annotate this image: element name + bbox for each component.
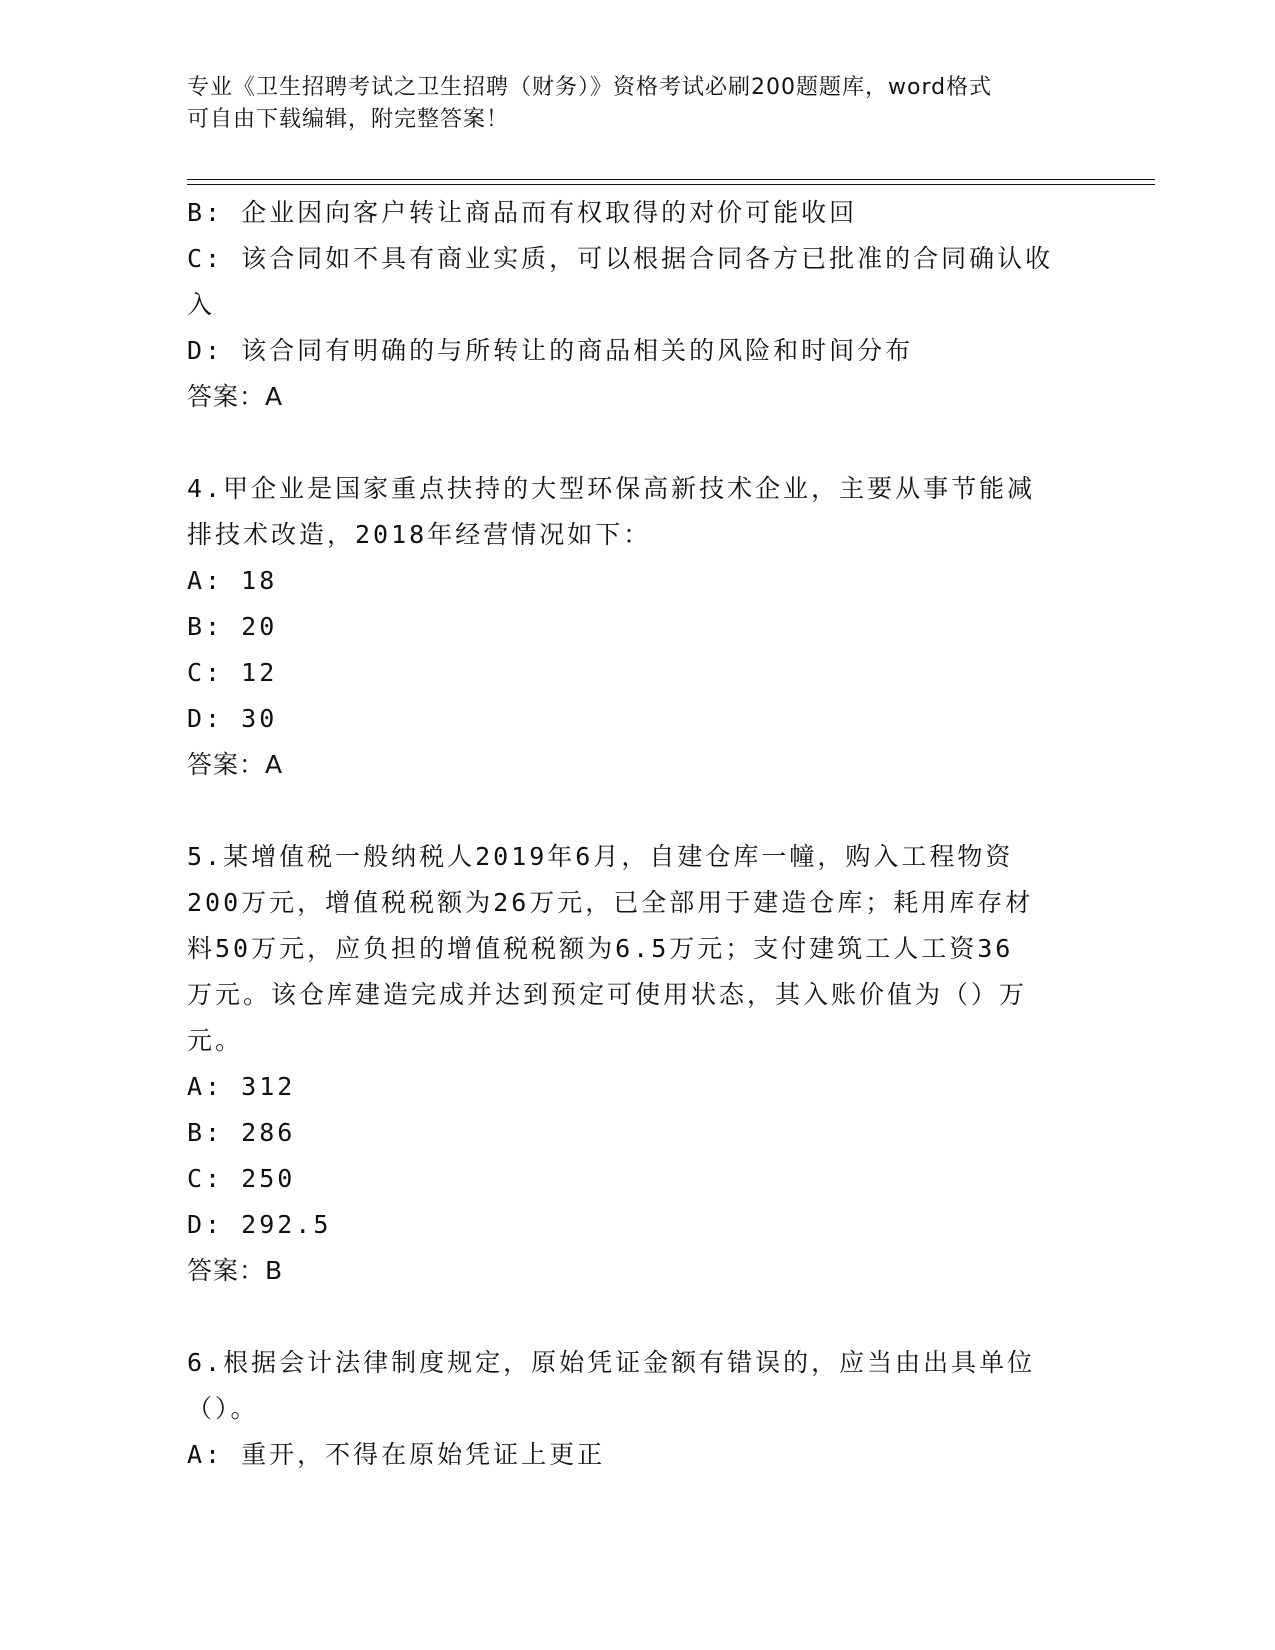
answer: 答案：A <box>187 750 284 779</box>
option-c: C: 12 <box>187 658 278 687</box>
question-stem-line: （）。 <box>187 1394 259 1423</box>
option-d: D: 292.5 <box>187 1210 332 1239</box>
option-a: A: 312 <box>187 1072 296 1101</box>
question-stem-line: 6.根据会计法律制度规定，原始凭证金额有错误的，应当由出具单位 <box>187 1348 1036 1377</box>
header-divider-top <box>187 179 1155 180</box>
option-d: D: 该合同有明确的与所转让的商品相关的风险和时间分布 <box>187 336 914 365</box>
answer: 答案：A <box>187 382 284 411</box>
question-4 <box>187 466 1087 788</box>
option-a: A: 重开，不得在原始凭证上更正 <box>187 1440 606 1469</box>
option-a: A: 18 <box>187 566 278 595</box>
question-stem-line: 万元。该仓库建造完成并达到预定可使用状态，其入账价值为（）万 <box>187 980 1028 1009</box>
answer: 答案：B <box>187 1256 284 1285</box>
question-6 <box>187 1340 1087 1478</box>
option-b: B: 20 <box>187 612 278 641</box>
question-stem-line: 元。 <box>187 1026 244 1055</box>
question-stem-line: 料50万元，应负担的增值税税额为6.5万元；支付建筑工人工资36 <box>187 934 1014 963</box>
option-b: B: 286 <box>187 1118 296 1147</box>
question-list <box>187 190 1087 1478</box>
option-c: C: 250 <box>187 1164 296 1193</box>
header-divider-bottom <box>187 184 1155 185</box>
option-c-line-2: 入 <box>187 290 216 319</box>
option-d: D: 30 <box>187 704 278 733</box>
header-line-1: 专业《卫生招聘考试之卫生招聘（财务）》资格考试必刷200题题库，word格式 <box>187 75 993 100</box>
option-b: B: 企业因向客户转让商品而有权取得的对价可能收回 <box>187 198 858 227</box>
question-stem-line: 4.甲企业是国家重点扶持的大型环保高新技术企业，主要从事节能减 <box>187 474 1036 503</box>
question-3-tail <box>187 190 1087 420</box>
question-5 <box>187 834 1087 1294</box>
question-stem-line: 排技术改造，2018年经营情况如下： <box>187 520 652 549</box>
option-c-line-1: C: 该合同如不具有商业实质，可以根据合同各方已批准的合同确认收 <box>187 244 1054 273</box>
document-header <box>187 72 1087 136</box>
header-line-2: 可自由下载编辑，附完整答案！ <box>187 107 510 132</box>
question-stem-line: 5.某增值税一般纳税人2019年6月，自建仓库一幢，购入工程物资 <box>187 842 1014 871</box>
question-stem-line: 200万元，增值税税额为26万元，已全部用于建造仓库；耗用库存材 <box>187 888 1034 917</box>
